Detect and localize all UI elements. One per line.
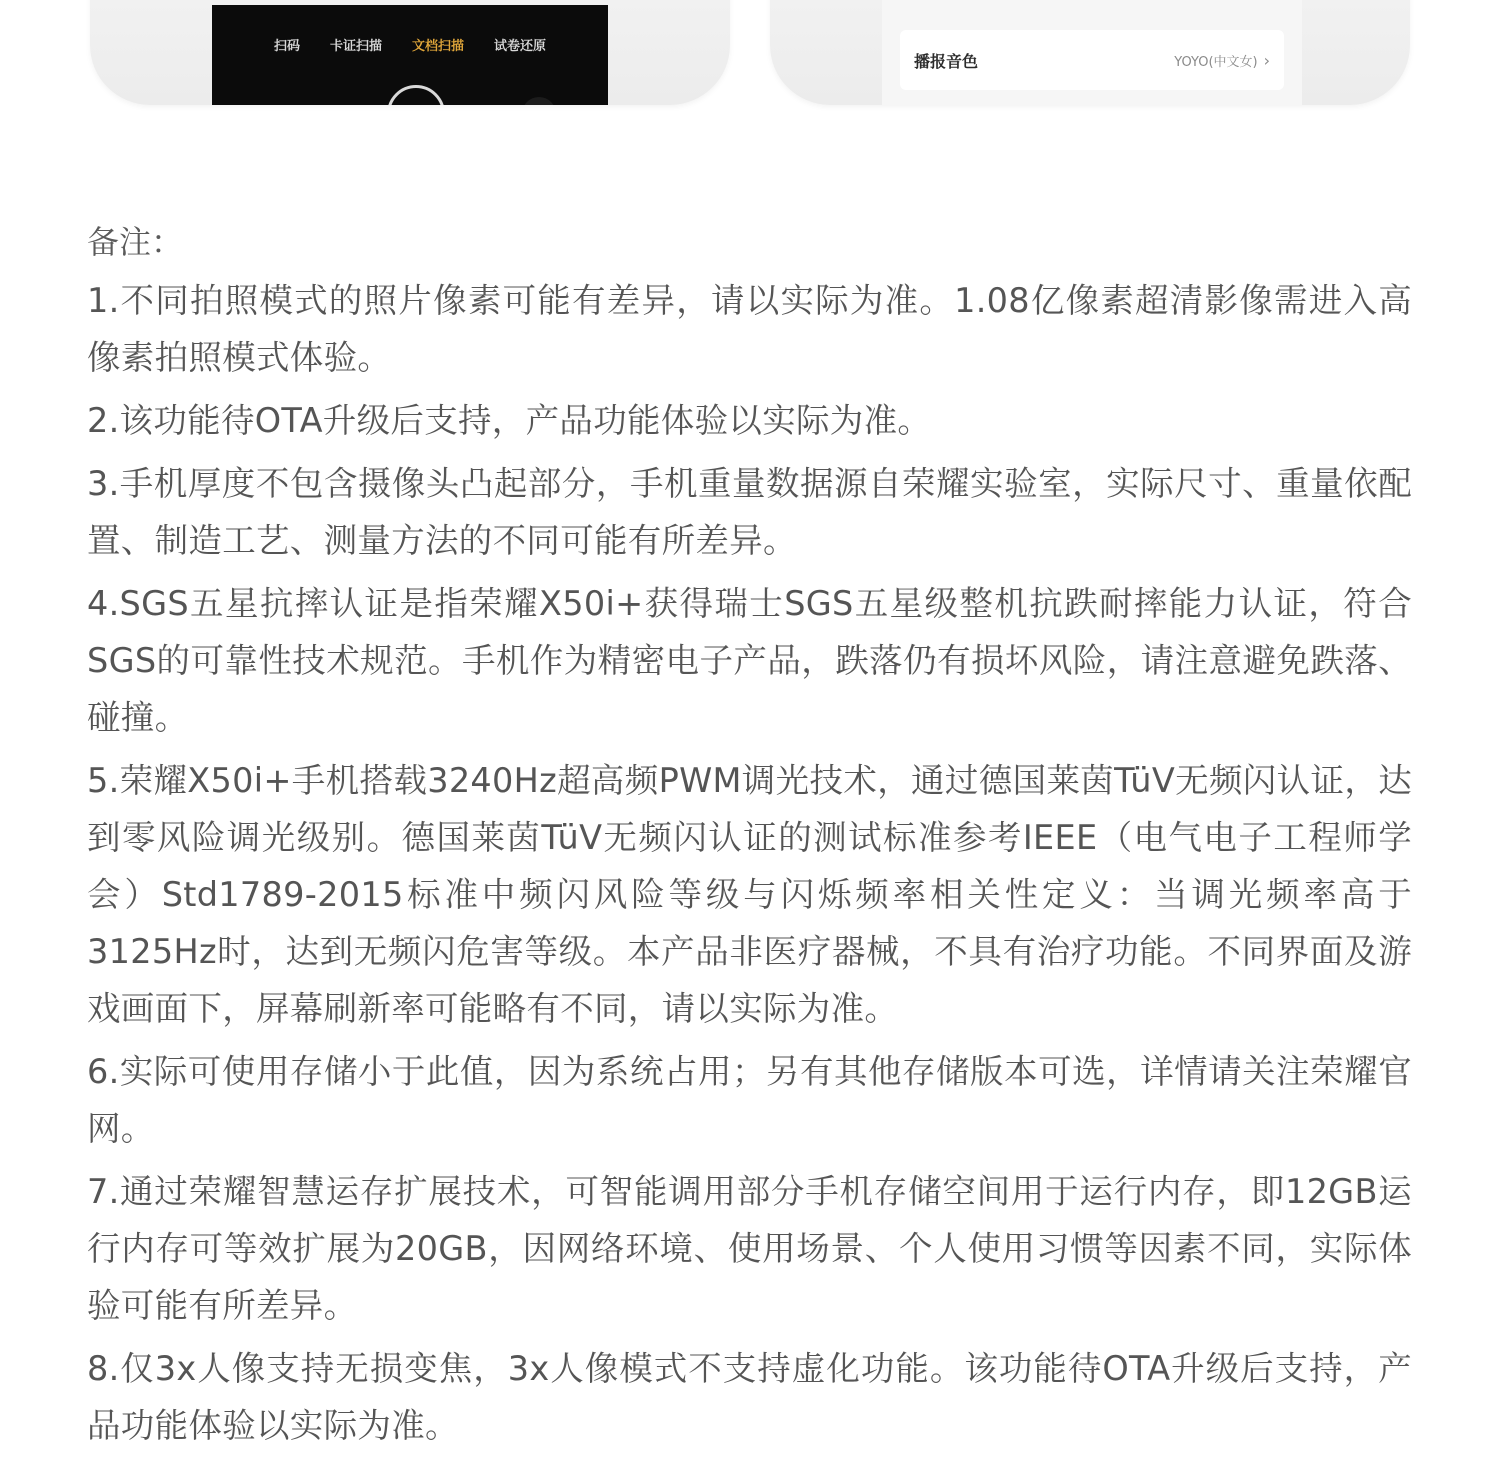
note-item-5: 5.荣耀X50i+手机搭载3240Hz超高频PWM调光技术，通过德国莱茵TüV无频闪认证，达到零风险调光级别。德国莱茵TüV无频闪认证的测试标准参考IEEE（电气电子工程师学会）Std1789-2015标准中频闪风险等级与闪烁频率相关性定义：当调光频率高于3125Hz时，达到无频闪危害等级。本产品非医疗器械，不具有治疗功能。不同界面及游戏画面下，屏幕刷新率可能略有不同，请以实际为准。	[87, 761, 1412, 1028]
gallery-thumbnail-icon	[522, 97, 556, 105]
voice-setting-label: 播报音色	[914, 51, 979, 71]
note-item-6: 6.实际可使用存储小于此值，因为系统占用；另有其他存储版本可选，详情请关注荣耀官网。	[87, 1052, 1412, 1148]
camera-mode-scan-code: 扫码	[273, 39, 300, 54]
camera-mode-document-scan: 文档扫描	[412, 39, 465, 54]
camera-screen	[212, 5, 608, 105]
chevron-right-icon: ›	[1263, 50, 1270, 70]
settings-screen	[882, 0, 1302, 105]
camera-mode-paper-restore: 试卷还原	[494, 39, 547, 54]
note-item-4: 4.SGS五星抗摔认证是指荣耀X50i+获得瑞士SGS五星级整机抗跌耐摔能力认证，符合SGS的可靠性技术规范。手机作为精密电子产品，跌落仍有损坏风险，请注意避免跌落、碰撞。	[87, 584, 1412, 737]
note-item-8: 8.仅3x人像支持无损变焦，3x人像模式不支持虚化功能。该功能待OTA升级后支持，产品功能体验以实际为准。	[87, 1349, 1412, 1445]
phone-settings-mockup	[770, 0, 1410, 105]
top-image-band	[0, 0, 1500, 175]
voice-setting-value-wrap	[1174, 51, 1270, 70]
shutter-button-icon	[387, 85, 445, 105]
note-item-3: 3.手机厚度不包含摄像头凸起部分，手机重量数据源自荣耀实验室，实际尺寸、重量依配置、制造工艺、测量方法的不同可能有所差异。	[87, 464, 1412, 560]
note-item-1: 1.不同拍照模式的照片像素可能有差异，请以实际为准。1.08亿像素超清影像需进入高像素拍照模式体验。	[87, 281, 1412, 377]
note-item-2: 2.该功能待OTA升级后支持，产品功能体验以实际为准。	[87, 401, 932, 440]
notes-heading: 备注：	[87, 223, 184, 261]
phone-camera-mockup	[90, 0, 730, 105]
camera-mode-bar	[212, 35, 608, 54]
notes-section	[87, 218, 1412, 1460]
voice-setting-value: YOYO(中文女)	[1174, 54, 1258, 70]
note-item-7: 7.通过荣耀智慧运存扩展技术，可智能调用部分手机存储空间用于运行内存，即12GB运行内存可等效扩展为20GB，因网络环境、使用场景、个人使用习惯等因素不同，实际体验可能有所差异。	[87, 1172, 1412, 1325]
camera-mode-card-scan: 卡证扫描	[329, 39, 382, 54]
voice-setting-row	[900, 30, 1284, 90]
